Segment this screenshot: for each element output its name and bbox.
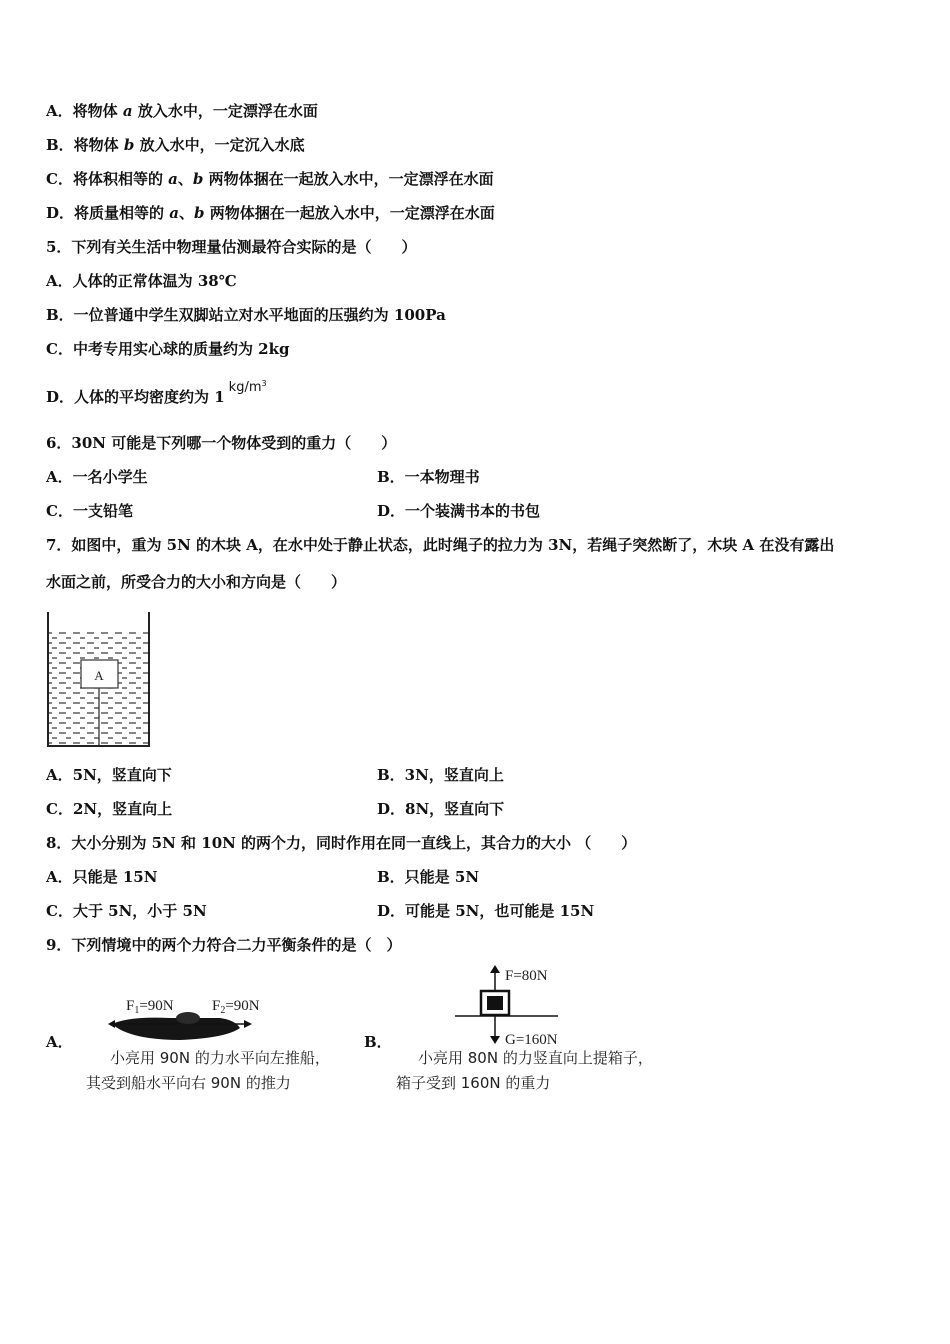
q8-stem: 8．大小分别为 5N 和 10N 的两个力，同时作用在同一直线上，其合力的大小 （ ） (46, 834, 637, 852)
q7-stem-line1: 7．如图中，重为 5N 的木块 A，在水中处于静止状态，此时绳子的拉力为 3N，若绳子突然断了，木块 A 在没有露出 (46, 536, 835, 554)
block-a-label: A (94, 668, 104, 683)
box-figure (450, 964, 600, 1048)
arrow-f-head (490, 965, 500, 973)
boat-shape (112, 1018, 240, 1040)
arrow-f1-head (108, 1020, 115, 1028)
q7-option-a: A．5N，竖直向下 (46, 766, 172, 784)
q8-option-d: D．可能是 5N，也可能是 15N (377, 902, 595, 920)
q6-stem: 6．30N 可能是下列哪一个物体受到的重力（ ） (46, 434, 397, 452)
q9-option-b-caption-1: 小亮用 80N 的力竖直向上提箱子， (418, 1049, 653, 1067)
q6-option-b: B．一本物理书 (377, 468, 480, 486)
q4-option-c: C．将体积相等的 a、b 两物体捆在一起放入水中，一定漂浮在水面 (46, 170, 494, 188)
q9-stem: 9．下列情境中的两个力符合二力平衡条件的是（ ） (46, 936, 402, 954)
q4-option-a: A．将物体 a 放入水中，一定漂浮在水面 (46, 102, 318, 120)
q9-option-a-letter: A． (46, 1033, 73, 1051)
person-on-boat (176, 1012, 200, 1024)
q9-option-a-caption-1: 小亮用 90N 的力水平向左推船， (110, 1049, 330, 1067)
q5-option-c: C．中考专用实心球的质量约为 2kg (46, 340, 290, 358)
force-f1-label: $F_1=90N$ (126, 998, 174, 1016)
q8-option-c: C．大于 5N，小于 5N (46, 902, 207, 920)
q4-option-b: B．将物体 b 放入水中，一定沉入水底 (46, 136, 305, 154)
q5-option-b: B．一位普通中学生双脚站立对水平地面的压强约为 100Pa (46, 306, 446, 324)
q7-option-b: B．3N，竖直向上 (377, 766, 504, 784)
q7-option-d: D．8N，竖直向下 (377, 800, 505, 818)
q9-option-b-letter: B． (364, 1033, 392, 1051)
arrow-g-head (490, 1036, 500, 1044)
water-tank-figure (44, 610, 154, 750)
q9-option-a-caption-2: 其受到船水平向右 90N 的推力 (86, 1074, 291, 1092)
q8-option-b: B．只能是 5N (377, 868, 480, 886)
q5-stem: 5．下列有关生活中物理量估测最符合实际的是（ ） (46, 238, 417, 256)
arrow-f2-head (244, 1020, 252, 1028)
q6-option-a: A．一名小学生 (46, 468, 148, 486)
force-f2-label: $F_2=90N$ (212, 998, 260, 1016)
q9-option-b-caption-2: 箱子受到 160N 的重力 (396, 1074, 551, 1092)
q8-option-a: A．只能是 15N (46, 868, 158, 886)
q5-option-a: A．人体的正常体温为 38℃ (46, 272, 237, 290)
q4-option-d: D．将质量相等的 a、b 两物体捆在一起放入水中，一定漂浮在水面 (46, 204, 495, 222)
q7-option-c: C．2N，竖直向上 (46, 800, 173, 818)
force-g-label: G=160N (505, 1032, 558, 1048)
q5-option-d: D．人体的平均密度约为 $1kg/m^3$ (46, 379, 267, 406)
q6-option-c: C．一支铅笔 (46, 502, 133, 520)
density-unit: $kg/m^3$ (228, 379, 267, 395)
boat-figure (100, 990, 280, 1046)
force-f-label: F=80N (505, 968, 548, 984)
q6-option-d: D．一个装满书本的书包 (377, 502, 541, 520)
q7-stem-line2: 水面之前，所受合力的大小和方向是（ ） (46, 573, 347, 591)
box-fill (487, 996, 503, 1010)
